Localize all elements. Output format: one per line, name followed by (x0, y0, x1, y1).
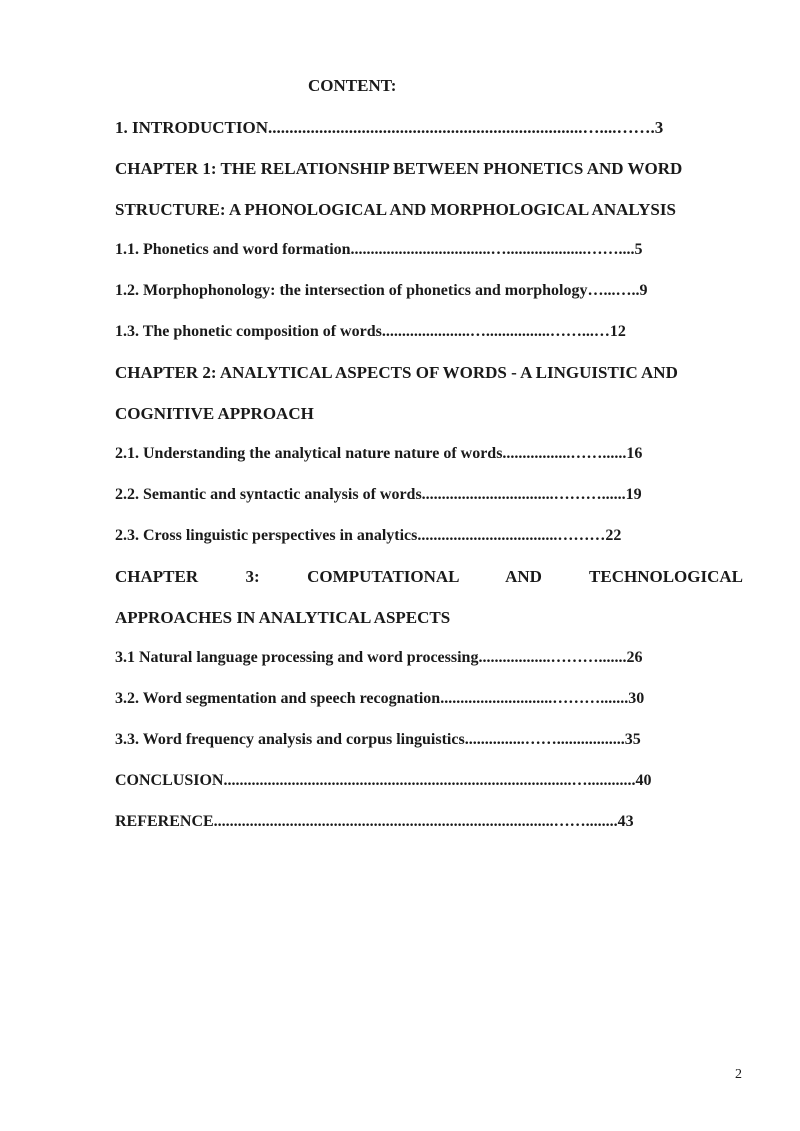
toc-entry-3-2: 3.2. Word segmentation and speech recognation............................……….......30 (115, 690, 645, 708)
toc-chapter-3-heading-line-1: CHAPTER 3: COMPUTATIONAL AND TECHNOLOGICAL (115, 566, 743, 586)
toc-entry-introduction: 1. INTRODUCTION..........................................................................…....…….3 (115, 118, 664, 137)
page-number: 2 (735, 1067, 742, 1082)
toc-entry-2-2: 2.2. Semantic and syntactic analysis of words.................................………......19 (115, 486, 642, 504)
toc-chapter-1-heading-line-1: CHAPTER 1: THE RELATIONSHIP BETWEEN PHONETICS AND WORD (115, 158, 683, 178)
toc-entry-2-1: 2.1. Understanding the analytical nature nature of words.................……......16 (115, 445, 643, 463)
toc-chapter-1-heading-line-2: STRUCTURE: A PHONOLOGICAL AND MORPHOLOGICAL ANALYSIS (115, 199, 676, 219)
toc-entry-3-1: 3.1 Natural language processing and word processing..................……….......26 (115, 649, 643, 667)
toc-entry-reference: REFERENCE.....................................................................................……........43 (115, 812, 634, 830)
toc-entry-1-2: 1.2. Morphophonology: the intersection of phonetics and morphology…...…..9 (115, 282, 648, 300)
toc-entry-conclusion: CONCLUSION.......................................................................................…............40 (115, 771, 652, 789)
toc-entry-1-3: 1.3. The phonetic composition of words......................…................……...…12 (115, 322, 626, 340)
toc-entry-2-3: 2.3. Cross linguistic perspectives in analytics...................................………22 (115, 526, 622, 544)
table-of-contents (115, 116, 743, 850)
toc-entry-1-1: 1.1. Phonetics and word formation...................................…....................……....5 (115, 241, 643, 259)
toc-chapter-3-heading-line-2: APPROACHES IN ANALYTICAL ASPECTS (115, 607, 451, 627)
toc-entry-3-3: 3.3. Word frequency analysis and corpus linguistics...............…….................35 (115, 730, 641, 748)
toc-chapter-2-heading-line-1: CHAPTER 2: ANALYTICAL ASPECTS OF WORDS - A LINGUISTIC AND (115, 362, 678, 382)
toc-chapter-2-heading-line-2: COGNITIVE APPROACH (115, 403, 314, 423)
page-title: CONTENT: (308, 76, 397, 95)
